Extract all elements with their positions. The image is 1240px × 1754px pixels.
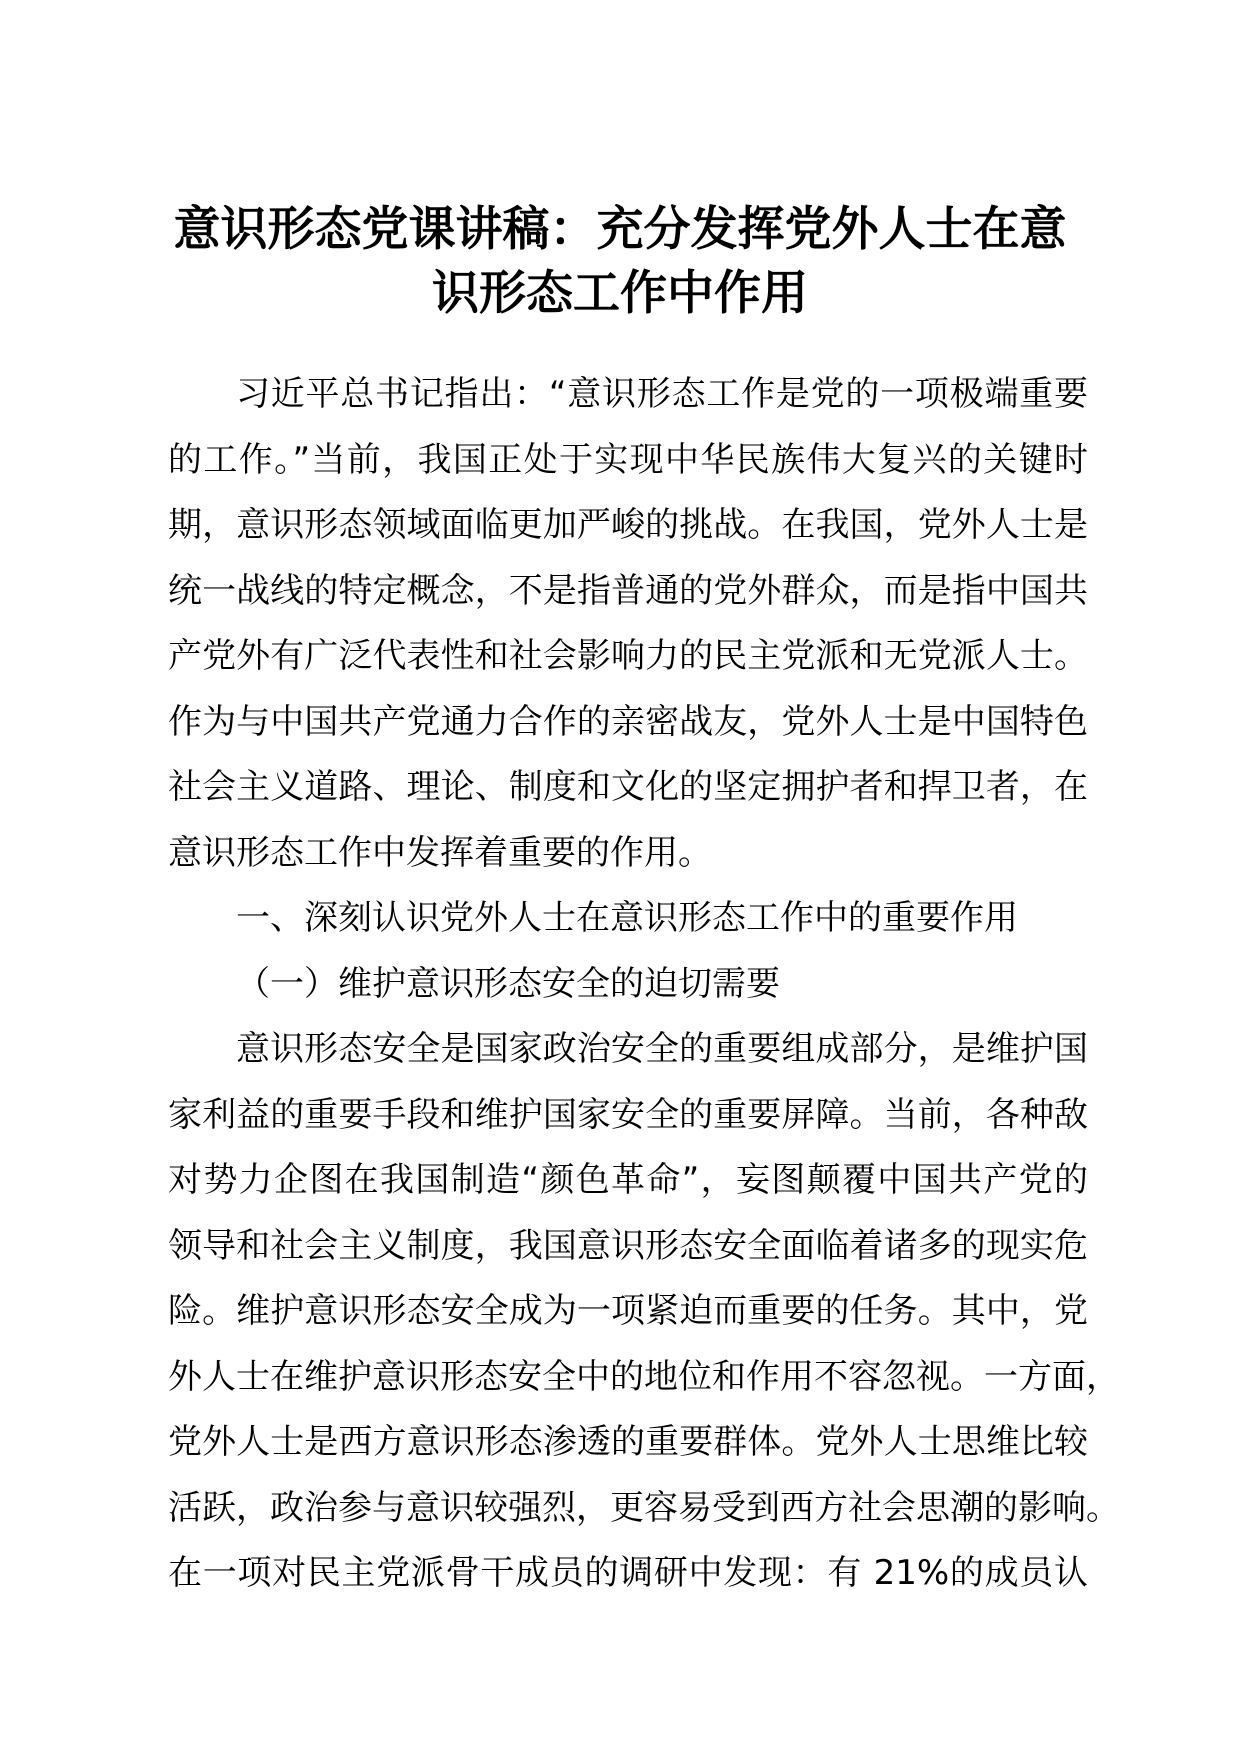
paragraph-line: 险。维护意识形态安全成为一项紧迫而重要的任务。其中，党	[168, 1291, 1088, 1331]
paragraph-line: 作为与中国共产党通力合作的亲密战友，党外人士是中国特色	[168, 701, 1088, 742]
paragraph-line: 习近平总书记指出：“意识形态工作是党的一项极端重要	[236, 374, 1088, 414]
paragraph-line: 领导和社会主义制度，我国意识形态安全面临着诸多的现实危	[168, 1225, 1088, 1266]
paragraph-line: 产党外有广泛代表性和社会影响力的民主党派和无党派人士。	[168, 636, 1088, 676]
subsection-heading: （一）维护意识形态安全的迫切需要	[236, 963, 780, 1004]
title-line-2: 识形态工作中作用	[432, 266, 808, 321]
paragraph-line: 家利益的重要手段和维护国家安全的重要屏障。当前，各种敌	[168, 1094, 1088, 1135]
paragraph-line: 在一项对民主党派骨干成员的调研中发现：有 21%的成员认	[168, 1553, 1088, 1593]
paragraph-line: 外人士在维护意识形态安全中的地位和作用不容忽视。一方面，	[168, 1356, 1120, 1397]
paragraph-line: 对势力企图在我国制造“颜色革命”，妄图颠覆中国共产党的	[168, 1160, 1088, 1200]
paragraph-line: 统一战线的特定概念，不是指普通的党外群众，而是指中国共	[168, 570, 1088, 611]
paragraph-line: 期，意识形态领域面临更加严峻的挑战。在我国，党外人士是	[168, 505, 1088, 545]
document-title	[150, 198, 1090, 326]
document-body	[168, 362, 1120, 1607]
paragraph-line: 的工作。”当前，我国正处于实现中华民族伟大复兴的关键时	[168, 439, 1088, 480]
title-line-1: 意识形态党课讲稿：充分发挥党外人士在意	[173, 202, 1067, 257]
paragraph-line: 意识形态工作中发挥着重要的作用。	[168, 832, 712, 873]
paragraph-line: 党外人士是西方意识形态渗透的重要群体。党外人士思维比较	[168, 1422, 1088, 1462]
paragraph-line: 社会主义道路、理论、制度和文化的坚定拥护者和捍卫者，在	[168, 767, 1088, 807]
section-heading: 一、深刻认识党外人士在意识形态工作中的重要作用	[236, 898, 1018, 938]
paragraph-line: 活跃，政治参与意识较强烈，更容易受到西方社会思潮的影响。	[168, 1487, 1120, 1528]
paragraph-line: 意识形态安全是国家政治安全的重要组成部分，是维护国	[236, 1029, 1088, 1069]
